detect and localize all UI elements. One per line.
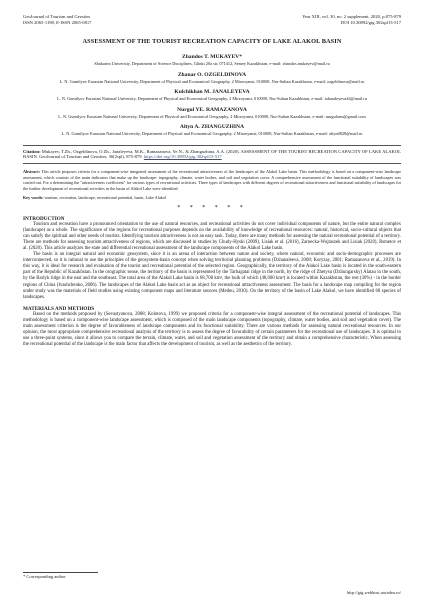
volume-info: Year XIII, vol. 30, no. 2 supplement, 2020, p.875-879 xyxy=(302,14,401,19)
author-affiliation: L. N. Gumilyov Eurasian National University, Department of Physical and Economical Geography, 2 Mirzoyanst, 010008, Nur-Sultan Kazakhstan, e-mail: tabaraleyeva44@mail.ru xyxy=(57,96,367,101)
keywords xyxy=(23,195,401,201)
footnote-rule xyxy=(23,572,98,573)
methods-heading: MATERIALS AND METHODS xyxy=(23,305,95,312)
footnote: * Corresponding author xyxy=(23,574,66,579)
header-left xyxy=(23,14,91,26)
keywords-text: tourism, recreation, landscape, recreational potential, basin, Lake Alakol xyxy=(44,195,167,201)
abstract-label: Abstract: xyxy=(23,169,40,175)
article-title: ASSESSMENT OF THE TOURIST RECREATION CAPACITY OF LAKE ALAKOL BASIN xyxy=(82,38,342,45)
citation-text: Mukayev, T.Zh., Ozgeldinova, O.Zh., Janaleyeva, M.K., Ramazanova, Ye.N., & Zhanguzhina, A.A. (2020). ASSESSMENT OF THE TOURIST RECREATION CAPACITY OF LAKE ALAKOL BASIN. GeoJournal of Tourism and Geosites, 30(2spl), 875-879. xyxy=(23,148,401,160)
author-name: Nurgul YE. RAMAZANOVA xyxy=(177,106,247,113)
doi-link[interactable]: https://doi.org/10.30892/gtg.302spl13-517 xyxy=(143,154,222,160)
methods-paragraph: Based on the methods proposed by (Sevastyanova, 2008; Kolotova, 1999) we proposed criteria for a component-wise integral assessment of the recreational potential of landscapes. This methodology is based on a component-wise landscape assessment, which is composed of the main landscape components (topography, climate, water bodies, and soil and vegetation cover). The main assessment criterion is the degree of favorableness of landscape components and its functional suitability. There are various methods for assessing natural recreational resources. In our opinion, the most appropriate comprehensive recreational analysis of the territory is to assess the degree of favorability of certain parameters for the recreational use of landscapes. It is optimal to use a three-point systems, since it allows you to compare the terrain, climate, water, and soil and vegetation assessment of the territory and obtain a comprehensive characteristic. When assessing the recreational potential of the landscape is the main factor that affects the development of tourism, as well as the aesthetics of the territory. xyxy=(23,311,401,347)
author-affiliation: L. N. Gumilyov Eurasian National University, Department of Physical and Economical Geography, 2 Mirzoyanst, 010008, Nur-Sultan Kazakhstan, e-mail: altyn0828@mail.ru xyxy=(61,131,363,136)
author-affiliation: L. N. Gumilyov Eurasian National University, Department of Physical and Economical Geography, 2 Mirzoyanst, 010008, Nur-Sultan Kazakhstan, e-mail: ozgeldinova@mail.ru xyxy=(59,78,365,84)
author-block xyxy=(23,54,401,67)
issn: ISSN 2065-1198, E-ISSN 2065-0817 xyxy=(23,20,92,25)
author-name: Altyn A. ZHANGUZHINA xyxy=(179,124,245,130)
running-header xyxy=(23,14,401,26)
author-name: Zhandos T. MUKAYEV* xyxy=(181,54,243,60)
citation-label: Citation: xyxy=(23,148,41,154)
author-name: Zhanar O. OZGELDINOVA xyxy=(177,71,247,78)
journal-name: GeoJournal of Tourism and Geosites xyxy=(23,14,91,19)
citation xyxy=(23,149,401,161)
abstract-text: This article proposes criteria for a component-wise integrated assessment of the recreational attractiveness of the landscapes of the Alakol Lake basin. This methodology is based on a component-wise landscape assessment, which consists of the main indicators that make up the landscape: topography, climate, water bodies, and soil and vegetation cover. A comprehensive assessment of the functional suitability of landscapes was carried out. For a determining the "attractiveness coefficient" for various types of recreational activities. Three types of landscapes with different degrees of recreational attractiveness and functional suitability of landscapes for the further development of recreational activities in the basin of Alakol Lake were identified. xyxy=(23,169,401,191)
doi: DOI 10.30892/gtg.302spl13-517 xyxy=(340,20,401,25)
author-block xyxy=(23,107,401,120)
author-affiliation: Shakarim University, Department of Science Disciplines, Glinki 20a str, 071412, Semey Kazakhstan, e-mail: zhandos.mukayev@mail.ru xyxy=(94,61,330,66)
intro-paragraph: The basin is an integral natural and economic geosystem, since it is an arena of interaction between nature and society, where natural, economic and socio-demographic processes are interconnected, so it is rational to use the principles of the geosystem-basin concept when solving territorial planning problems (Dzhanaleeva, 2008; Koryzay, 2001; Ramazanova et al., 2019). In this way, it is ideal for research and evaluation of the tourist and recreational potential of the selected region. Geographically, the territory of the Alakol Lake basin is located in the south-eastern part of the Republic of Kazakhstan. In the orographic sense, the territory of the basin is represented by the Tarbagatai ridge in the north, by the ridge of Zhetysu (Dzhungarsky) Alatau in the south, by the Barlyk ridge in the east and the southeast. The total area of the Alakol Lake basin is 68,700 km², the bulk of which (48,600 km²) is located within Kazakhstan, the rest (30%) - in the border regions of China (Ivashchenko, 2006). The landscapes of the Alakol Lake basin act as an object for recreational attractiveness assessment. The basis for a landscape map compiling for the region under study was the materials of field studies using existing component maps and literature sources (Medeu, 2010). On the territory of the basin of Lake Alakol, we have identified 68 species of landscapes. xyxy=(23,252,401,300)
author-block xyxy=(23,124,401,137)
section-separator: * * * * * * xyxy=(177,205,247,212)
header-right xyxy=(302,14,401,26)
abstract xyxy=(23,169,401,191)
author-block xyxy=(23,72,401,85)
journal-url[interactable]: http://gtg.webhost.uoradea.ro/ xyxy=(346,590,401,595)
intro-paragraph: Tourism and recreation have a pronounced orientation to the use of natural resources, and recreational activities do not cover individual components of nature, but the entire natural complex (landscape) as a whole. The significance of the regions for recreational purposes depends on the availability of knowledge of recreational resources: natural, historical, socio-cultural objects that can satisfy the spiritual and other needs of tourists. Identifying tourism attractiveness is not an easy task. Today, there are many methods for assessing the natural recreational potential of a territory. There are methods for assessing tourism attractiveness of regions, which are discussed in studies by Chudy-Hyski (2009), Lisiak et al. (2016), Zarnecka-Wojtaszek and Lisiak (2020), Rsmetov et al. (2020). This article analyzes the state and differential recreational assessment of the landscape components of the Alakol Lake basin. xyxy=(23,222,401,252)
author-block xyxy=(23,89,401,102)
author-name: Kulchikhan M. JANALEYEVA xyxy=(174,89,250,95)
author-affiliation: L. N. Gumilyov Eurasian National University, Department of Physical and Economical Geography, 2 Mirzoyanst, 010008, Nur-Sultan Kazakhstan, e-mail: nurgulram@gmail.com xyxy=(58,113,366,119)
divider xyxy=(23,145,401,146)
article-page xyxy=(23,14,401,348)
keywords-label: Key words: xyxy=(23,195,44,201)
introduction-heading: INTRODUCTION xyxy=(23,216,65,223)
divider xyxy=(23,163,401,164)
